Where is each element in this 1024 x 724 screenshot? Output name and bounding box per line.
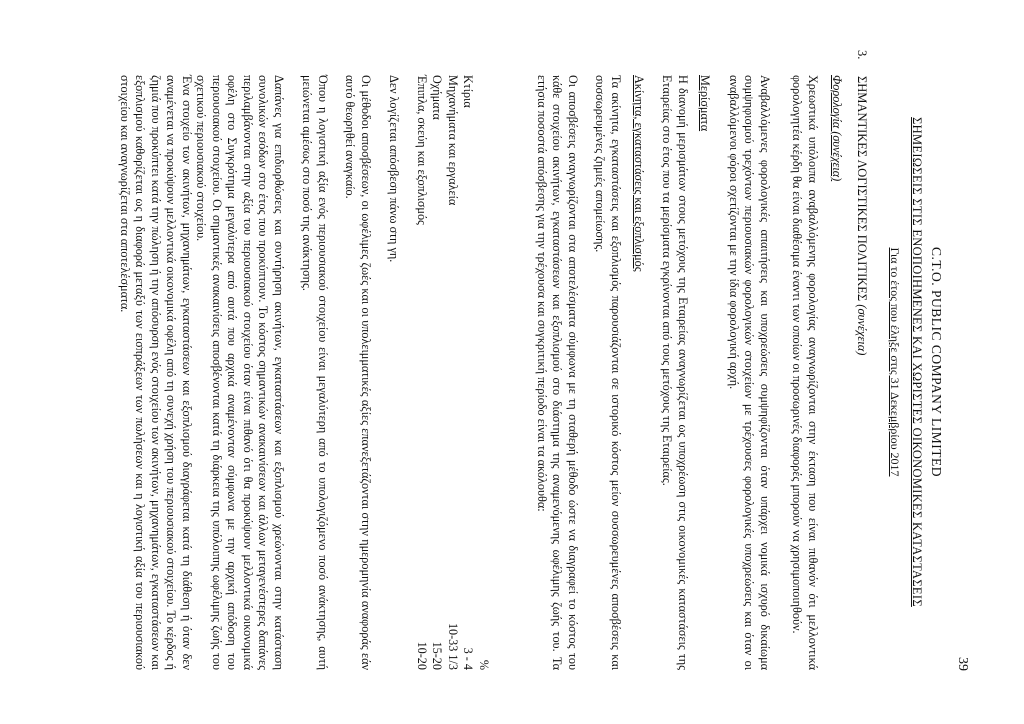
- rate-label: Κτίρια: [461, 75, 476, 108]
- ppe-paragraph-recoverable: Όπου η λογιστική αξία ενός περιουσιακού στοιχείου είναι μεγαλύτερη από το υπολογιζόμενο ποσό ανάκτησης, αυτή μειώνεται αμέσως στο ποσό της ανάκτησης.: [300, 75, 330, 670]
- section-heading: [854, 50, 870, 355]
- rate-row: [429, 75, 445, 670]
- document-heading: ΣΗΜΕΙΩΣΕΙΣ ΣΤΙΣ ΕΝΟΠΟΙΗΜΕΝΕΣ ΚΑΙ ΧΩΡΙΣΤΕΣ ΟΙΚΟΝΟΜΙΚΕΣ ΚΑΤΑΣΤΑΣΕΙΣ: [910, 117, 924, 607]
- dividends-title: Μερίσματα: [698, 75, 712, 132]
- page-number: 39: [955, 657, 970, 671]
- company-name: C.T.O. PUBLIC COMPANY LIMITED: [929, 246, 944, 477]
- rate-label: Έπιπλα, σκεύη και εξοπλισμός: [415, 75, 429, 225]
- ppe-paragraph-derecognition: Ένα στοιχείο των ακινήτων, μηχανημάτων, εγκαταστάσεων και εξοπλισμού διαγράφεται κατά τη διάθεση ή όταν δεν αναμένεται να προκύψουν μελλοντικά οικονομικά οφέλη από τη συνεχή χρήση του περιουσιακού στοιχείου. Το κέρδος ή ζημιά που προκύπτει κατά την πώληση ή την απόσυρση ενός στοιχείου των ακινήτων, μηχανημάτων, εγκαταστάσεων και εξοπλισμού καθορίζεται ως η διαφορά μεταξύ των εισπράξεων των πωλήσεων και η λογιστική αξία του περιουσιακού στοιχείου και αναγνωρίζεται στα αποτελέσματα.: [118, 75, 194, 670]
- period-subheading: Για το έτος που έληξε στις 31 Δεκεμβρίου 2017: [888, 247, 902, 477]
- taxation-title: Φορολογία (συνέχεια): [830, 75, 844, 182]
- rates-header-row: [476, 75, 492, 670]
- ppe-paragraph-land: Δεν λογίζεται απόσβεση πάνω στη γη.: [387, 75, 401, 263]
- section-number: 3.: [855, 50, 869, 60]
- rate-value: 10-33 1/3: [446, 622, 460, 670]
- taxation-paragraph-2: Αναβαλλόμενες φορολογικές απαιτήσεις και υποχρεώσεις συμψηφίζονται όταν υπάρχει νομικά ισχυρό δικαίωμα συμψηφισμού τρεχόντων περιουσιακών φορολογικών στοιχείων με τρέχουσες φορολογικές υποχρεώσεις και όταν οι αναβαλλόμενοι φόροι σχετίζονται με την ίδια φορολογική αρχή.: [727, 75, 772, 670]
- rate-value: 15-20: [430, 641, 445, 670]
- taxation-paragraph-1: Χρεωστικά υπόλοιπα αναβαλλόμενης φορολογίας αναγνωρίζονται στην έκταση που είναι πιθανόν ότι μελλοντικά φορολογητέα κέρδη θα είναι διαθέσιμα έναντι των οποίων οι προσωρινές διαφορές μπορούν να χρησιμοποιηθούν.: [790, 75, 820, 670]
- rate-value: 3 - 4: [461, 647, 476, 670]
- ppe-paragraph-2: Οι αποσβέσεις αναγνωρίζονται στα αποτελέσματα σύμφωνα με τη σταθερή μέθοδο ώστε να διαγραφεί το κόστος του κάθε στοιχείου ακινήτων, εγκαταστάσεων και εξοπλισμού στο διάστημα της αναμενόμενης ωφέλιμης ζωής του. Τα ετήσια ποσοστά απόσβεσης για την τρέχουσα και συγκριτική περίοδο είναι τα ακόλουθα:: [535, 75, 580, 670]
- rate-row: [445, 75, 461, 670]
- ppe-paragraph-repairs: Δαπάνες για επιδιορθώσεις και συντήρηση ακινήτων, εγκαταστάσεων και εξοπλισμού χρεώνονται στην κατάσταση συνολικών εσόδων στο έτος που προκύπτουν. Το κόστος σημαντικών ανακαινίσεων και άλλων μεταγενέστερες δαπάνες περιλαμβάνονται στην αξία του περιουσιακού στοιχείου όταν είναι πιθανό ότι θα προκύψουν μελλοντικά οικονομικά οφέλη στο Συγκρότημα μεγαλύτερα από αυτά που αρχικά αναμένονταν σύμφωνα με την αρχική απόδοση του περιουσιακού στοιχείου. Οι σημαντικές ανακαινίσεις αποσβένονται κατά τη διάρκεια της υπόλοιπης ωφέλιμης ζωής του σχετικού περιουσιακού στοιχείου.: [194, 75, 286, 670]
- depreciation-rates-table: [414, 75, 492, 670]
- rate-label: Μηχανήματα και εργαλεία: [446, 75, 460, 206]
- ppe-paragraph-review: Οι μέθοδοι αποσβέσεων, οι ωφέλιμες ζωές και οι υπολειμματικές αξίες επανεξετάζονται στην ημερομηνία αναφοράς εάν αυτό θεωρηθεί αναγκαίο.: [343, 75, 373, 670]
- rate-row: [414, 75, 430, 670]
- ppe-title: Ακίνητα, εγκαταστάσεις και εξοπλισμός: [632, 75, 646, 272]
- section-title: ΣΗΜΑΝΤΙΚΕΣ ΛΟΓΙΣΤΙΚΕΣ ΠΟΛΙΤΙΚΕΣ: [855, 76, 869, 302]
- rate-row: [460, 75, 476, 670]
- dividends-paragraph: Η διανομή μερισμάτων στους μετόχους της Εταιρείας αναγνωρίζεται ως υποχρέωση στις οικονομικές καταστάσεις της Εταιρείας στο έτος που τα μερίσματα εγκρίνονται από τους μετόχους της Εταιρείας.: [660, 75, 690, 670]
- rates-percent-header: %: [477, 659, 491, 670]
- rate-label: Οχήματα: [430, 75, 445, 120]
- section-title-suffix: (συνέχεια): [855, 304, 869, 356]
- rate-value: 10-20: [415, 641, 429, 670]
- ppe-paragraph-1: Τα ακίνητα, εγκαταστάσεις και εξοπλισμός παρουσιάζονται σε ιστορικό κόστος μείον συσσωρευμένες αποσβέσεις και συσσωρευμένες ζημιές απομείωσης.: [593, 75, 623, 670]
